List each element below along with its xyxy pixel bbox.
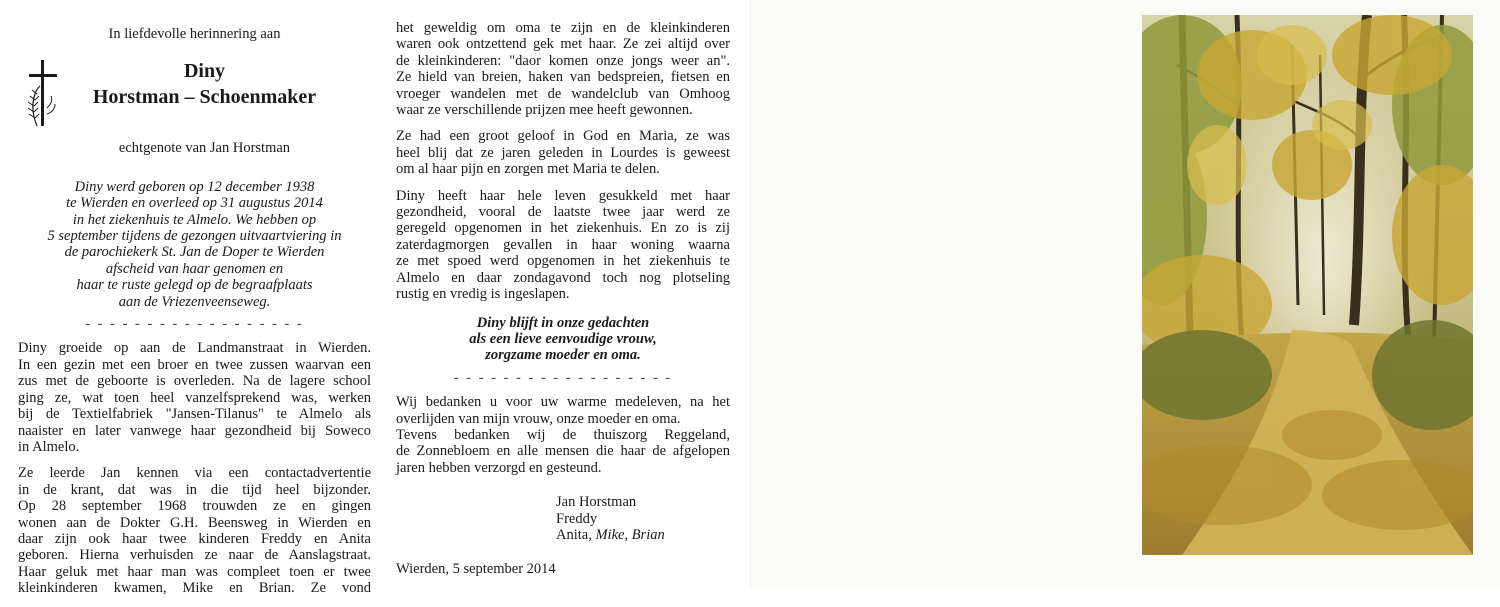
text-line: geboren. Hierna verhuisden ze naar de Aanslagstraat.: [18, 547, 371, 564]
text-line: zaterdagmorgen gevallen in haar woning waarna: [396, 236, 730, 253]
birth-line: de parochiekerk St. Jan de Doper te Wierden: [64, 244, 325, 261]
birth-line: Diny werd geboren op 12 december 1938: [74, 178, 315, 195]
thanks-paragraph: [396, 394, 730, 476]
life-paragraph-3: [396, 20, 730, 118]
card-inner-left: [0, 0, 750, 597]
birth-line: aan de Vriezenveenseweg.: [118, 293, 271, 310]
birth-line: te Wierden en overleed op 31 augustus 2014: [66, 195, 323, 212]
spouse-text: echtgenote van Jan Horstman: [118, 140, 291, 157]
text-line: kleinkinderen kwamen, Mike en Brian. Ze vond: [18, 580, 371, 597]
signer-prefix: Anita,: [556, 526, 596, 543]
text-line: om al haar pijn en zorgen met Maria te delen.: [396, 161, 660, 178]
text-line: de kleinkinderen: "daor komen onze jongs weer an".: [396, 52, 730, 69]
text-line: Haar geluk met haar man was compleet toen er twee: [18, 563, 371, 580]
place-date: Wierden, 5 september 2014: [396, 561, 556, 578]
text-line: Almelo en daar zondagavond toch nog plotseling: [396, 269, 730, 286]
text-line: vroeger wandelen met de wandelclub van Omhoog: [396, 85, 730, 102]
text-line: rustig en vredig is ingeslapen.: [396, 286, 570, 303]
text-line: in Almelo.: [18, 438, 80, 455]
text-line: waar ze verschillende prijzen mee heeft gewonnen.: [396, 102, 693, 119]
text-line: Ze hield van breien, haken van bedspreien, fietsen en: [396, 69, 730, 86]
birth-line: 5 september tijdens de gezongen uitvaartviering in: [47, 228, 342, 245]
signer-name: Jan Horstman: [556, 494, 637, 511]
signer-grandchildren: Mike, Brian: [595, 526, 665, 543]
text-line: de Zonnebloem en alle mensen die haar de afgelopen: [396, 443, 730, 460]
divider: - - - - - - - - - - - - - - - - - -: [453, 369, 673, 386]
autumn-forest-path-photo: [1142, 15, 1473, 555]
text-line: Diny groeide op aan de Landmanstraat in Wierden.: [18, 340, 371, 357]
signers: [556, 494, 730, 543]
faith-paragraph: [396, 128, 730, 177]
text-line: het geweldig om oma te zijn en de kleinkinderen: [396, 20, 730, 36]
memory-line: Diny blijft in onze gedachten: [476, 314, 650, 331]
memory-line: zorgzame moeder en oma.: [485, 347, 641, 364]
text-line: geregeld opgenomen in het ziekenhuis. En zo is zij: [396, 220, 730, 237]
deceased-first-name: Diny: [183, 60, 226, 83]
birth-line: afscheid van haar genomen en: [105, 260, 284, 277]
text-line: Op 28 september 1968 trouwden ze en gingen: [18, 498, 371, 515]
intro-text: In liefdevolle herinnering aan: [108, 26, 281, 42]
text-line: overlijden van mijn vrouw, onze moeder en oma.: [396, 410, 681, 427]
text-line: in de krant, dat was in die tijd heel bijzonder.: [18, 481, 371, 498]
text-line: heel blij dat ze jaren geleden in Lourdes is geweest: [396, 144, 730, 161]
birth-line: in het ziekenhuis te Almelo. We hebben op: [72, 211, 317, 228]
life-paragraph-2: [18, 465, 371, 596]
health-paragraph: [396, 188, 730, 303]
right-column: [396, 20, 730, 578]
text-line: naaister en later vanwege haar gezondheid bij Soweco: [18, 422, 371, 439]
left-column: [18, 20, 371, 607]
text-line: waren ook ontzettend gek met haar. Ze zei altijd over: [396, 36, 730, 53]
memory-line: als een lieve eenvoudige vrouw,: [469, 330, 657, 347]
text-line: ze met spoed werd opgenomen in het ziekenhuis te: [396, 253, 730, 270]
text-line: jaren hebben verzorgd en gesteund.: [396, 459, 602, 476]
text-line: In een gezin met een broer en twee zussen waarvan een: [18, 356, 371, 373]
text-line: Diny heeft haar hele leven gesukkeld met haar: [396, 187, 730, 204]
text-line: bij de Textielfabriek "Jansen-Tilanus" te Almelo als: [18, 406, 371, 423]
deceased-full-name: Horstman – Schoenmaker: [92, 86, 317, 109]
memory-quote: [396, 315, 730, 364]
divider: - - - - - - - - - - - - - - - - - -: [85, 316, 304, 333]
text-line: gezondheid, vooral de laatste twee jaar werd ze: [396, 204, 730, 221]
birth-line: haar te ruste gelegd op de begraafplaats: [76, 277, 313, 294]
life-paragraph-1: [18, 340, 371, 455]
text-line: Ze leerde Jan kennen via een contactadvertentie: [18, 465, 371, 482]
name-block: [18, 58, 371, 136]
signer-name: Freddy: [556, 510, 598, 527]
text-line: ging ze, wat toen heel vanzelfsprekend was, werken: [18, 389, 371, 406]
signer-name: [556, 527, 730, 543]
text-line: Ze had een groot geloof in God en Maria, ze was: [396, 128, 730, 145]
text-line: wonen aan de Dokter G.H. Beensweg in Wierden en: [18, 514, 371, 531]
text-line: Wij bedanken u voor uw warme medeleven, na het: [396, 394, 730, 411]
text-line: Tevens bedanken wij de thuiszorg Reggeland,: [396, 426, 730, 443]
cross-with-palm-icon: [23, 58, 63, 128]
text-line: daar zijn ook haar twee kinderen Freddy en Anita: [18, 530, 371, 547]
text-line: zus met de geboorte is overleden. Na de lagere school: [18, 373, 371, 390]
birth-death-text: [18, 179, 371, 310]
